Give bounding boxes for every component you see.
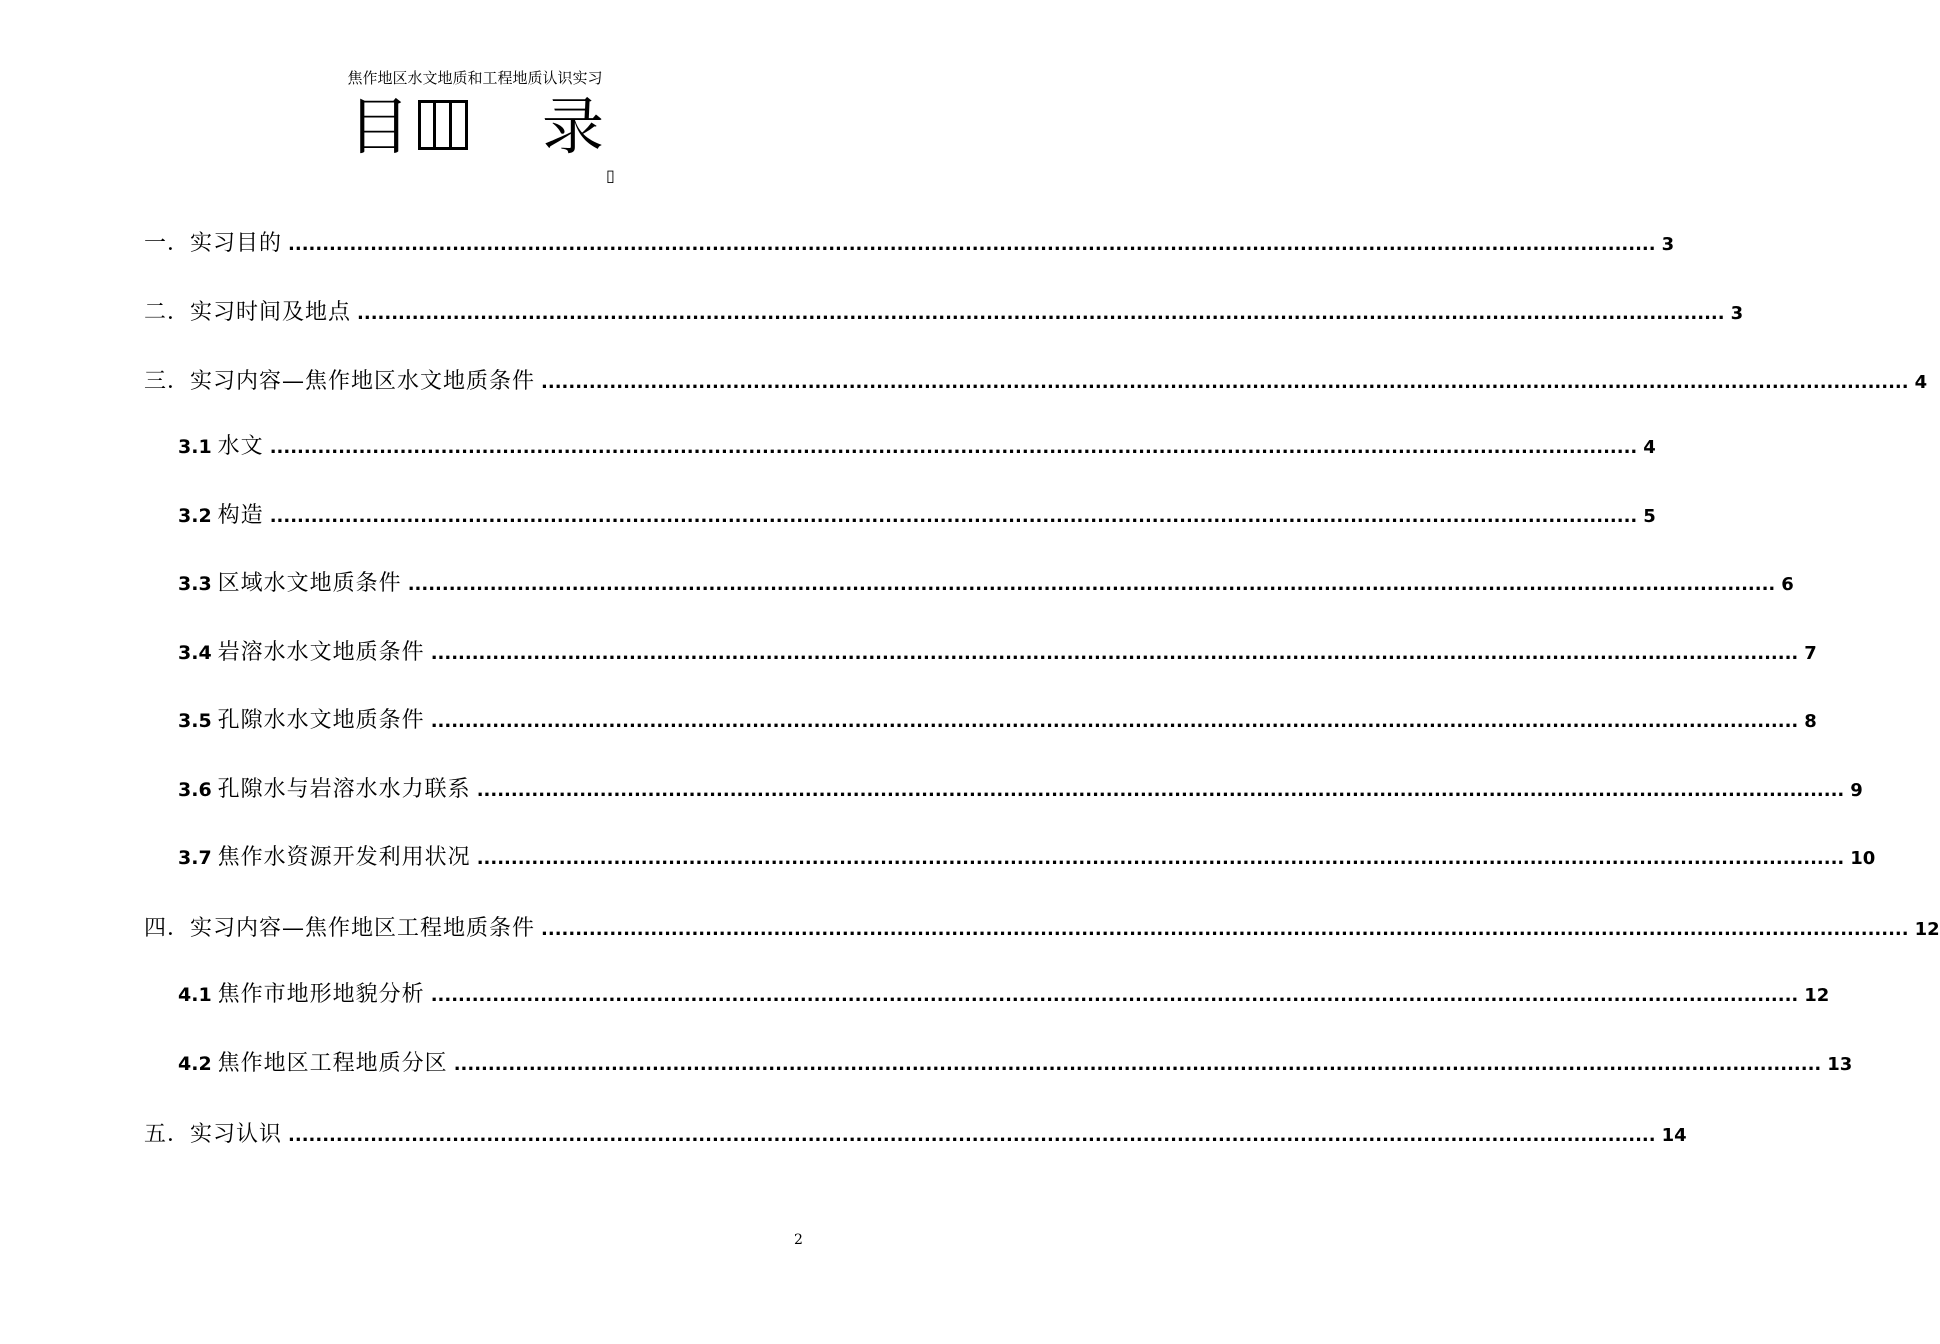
toc-entry-3-7[interactable] bbox=[178, 843, 1876, 873]
toc-label: 孔隙水与岩溶水水力联系 bbox=[217, 777, 471, 802]
toc-number: 3.6 bbox=[178, 779, 212, 801]
toc-label: 一．实习目的 bbox=[144, 231, 283, 256]
placeholder-glyph-icon bbox=[418, 100, 468, 150]
page-title bbox=[0, 92, 950, 162]
toc-label: 三．实习内容—焦作地区水文地质条件 bbox=[144, 369, 536, 394]
toc-entry-4-2[interactable] bbox=[178, 1049, 1853, 1079]
toc-leader: ........................................................................................................................................................................................................ bbox=[541, 372, 1909, 393]
toc-page: 7 bbox=[1804, 643, 1817, 664]
toc-entry-1[interactable] bbox=[144, 229, 1675, 259]
toc-entry-2[interactable] bbox=[144, 298, 1744, 328]
toc-leader: ........................................................................................................................................................................................................ bbox=[357, 303, 1725, 324]
toc-entry-3-2[interactable] bbox=[178, 501, 1656, 531]
toc-page: 14 bbox=[1661, 1125, 1687, 1146]
toc-label: 构造 bbox=[217, 503, 264, 528]
toc-leader: ........................................................................................................................................................................................................ bbox=[453, 1054, 1822, 1075]
toc-number: 3.5 bbox=[178, 710, 212, 732]
toc-leader: ........................................................................................................................................................................................................ bbox=[288, 234, 1656, 255]
toc-entry-3-6[interactable] bbox=[178, 775, 1863, 805]
toc-leader: ........................................................................................................................................................................................................ bbox=[430, 711, 1799, 732]
title-char-right: 录 bbox=[542, 90, 605, 163]
toc-label: 区域水文地质条件 bbox=[217, 571, 402, 596]
toc-page: 5 bbox=[1643, 506, 1656, 527]
toc-page: 12 bbox=[1914, 919, 1940, 940]
toc-number: 3.2 bbox=[178, 505, 212, 527]
toc-page: 8 bbox=[1804, 711, 1817, 732]
toc-entry-3-4[interactable] bbox=[178, 638, 1817, 668]
toc-leader: ........................................................................................................................................................................................................ bbox=[476, 848, 1845, 869]
toc-leader: ........................................................................................................................................................................................................ bbox=[288, 1125, 1656, 1146]
toc-entry-3-5[interactable] bbox=[178, 706, 1817, 736]
toc-leader: ........................................................................................................................................................................................................ bbox=[407, 574, 1776, 595]
toc-entry-3[interactable] bbox=[144, 367, 1928, 397]
toc-number: 3.1 bbox=[178, 436, 212, 458]
toc-label: 二．实习时间及地点 bbox=[144, 300, 352, 325]
toc-page: 3 bbox=[1730, 303, 1744, 324]
toc-page: 13 bbox=[1827, 1054, 1853, 1075]
toc-page: 9 bbox=[1850, 780, 1863, 801]
toc-label: 焦作水资源开发利用状况 bbox=[217, 845, 471, 870]
toc-page: 12 bbox=[1804, 985, 1830, 1006]
toc-leader: ........................................................................................................................................................................................................ bbox=[269, 506, 1638, 527]
toc-page: 10 bbox=[1850, 848, 1876, 869]
toc-label: 孔隙水水文地质条件 bbox=[217, 708, 425, 733]
toc-label: 焦作市地形地貌分析 bbox=[217, 982, 425, 1007]
toc-number: 3.3 bbox=[178, 573, 212, 595]
toc-entry-4[interactable] bbox=[144, 914, 1940, 944]
toc-number: 4.1 bbox=[178, 984, 212, 1006]
toc-label: 焦作地区工程地质分区 bbox=[217, 1051, 448, 1076]
paragraph-marker: ▯ bbox=[606, 166, 615, 185]
toc-leader: ........................................................................................................................................................................................................ bbox=[269, 437, 1638, 458]
toc-number: 3.4 bbox=[178, 642, 212, 664]
toc-entry-5[interactable] bbox=[144, 1120, 1687, 1150]
toc-page: 4 bbox=[1643, 437, 1656, 458]
toc-label: 水文 bbox=[217, 434, 264, 459]
toc-leader: ........................................................................................................................................................................................................ bbox=[430, 643, 1799, 664]
toc-entry-3-3[interactable] bbox=[178, 569, 1794, 599]
running-header: 焦作地区水文地质和工程地质认识实习 bbox=[347, 69, 603, 87]
toc-number: 4.2 bbox=[178, 1053, 212, 1075]
toc-page: 3 bbox=[1661, 234, 1675, 255]
toc-entry-3-1[interactable] bbox=[178, 432, 1656, 462]
toc-label: 五．实习认识 bbox=[144, 1122, 283, 1147]
toc-label: 岩溶水水文地质条件 bbox=[217, 640, 425, 665]
toc-page: 6 bbox=[1781, 574, 1794, 595]
toc-leader: ........................................................................................................................................................................................................ bbox=[541, 919, 1909, 940]
title-char-left: 目 bbox=[348, 90, 411, 163]
toc-leader: ........................................................................................................................................................................................................ bbox=[430, 985, 1799, 1006]
toc-label: 四．实习内容—焦作地区工程地质条件 bbox=[144, 916, 536, 941]
toc-entry-4-1[interactable] bbox=[178, 980, 1830, 1010]
toc-number: 3.7 bbox=[178, 847, 212, 869]
toc-leader: ........................................................................................................................................................................................................ bbox=[476, 780, 1845, 801]
page-number: 2 bbox=[794, 1232, 803, 1248]
toc-page: 4 bbox=[1914, 372, 1928, 393]
